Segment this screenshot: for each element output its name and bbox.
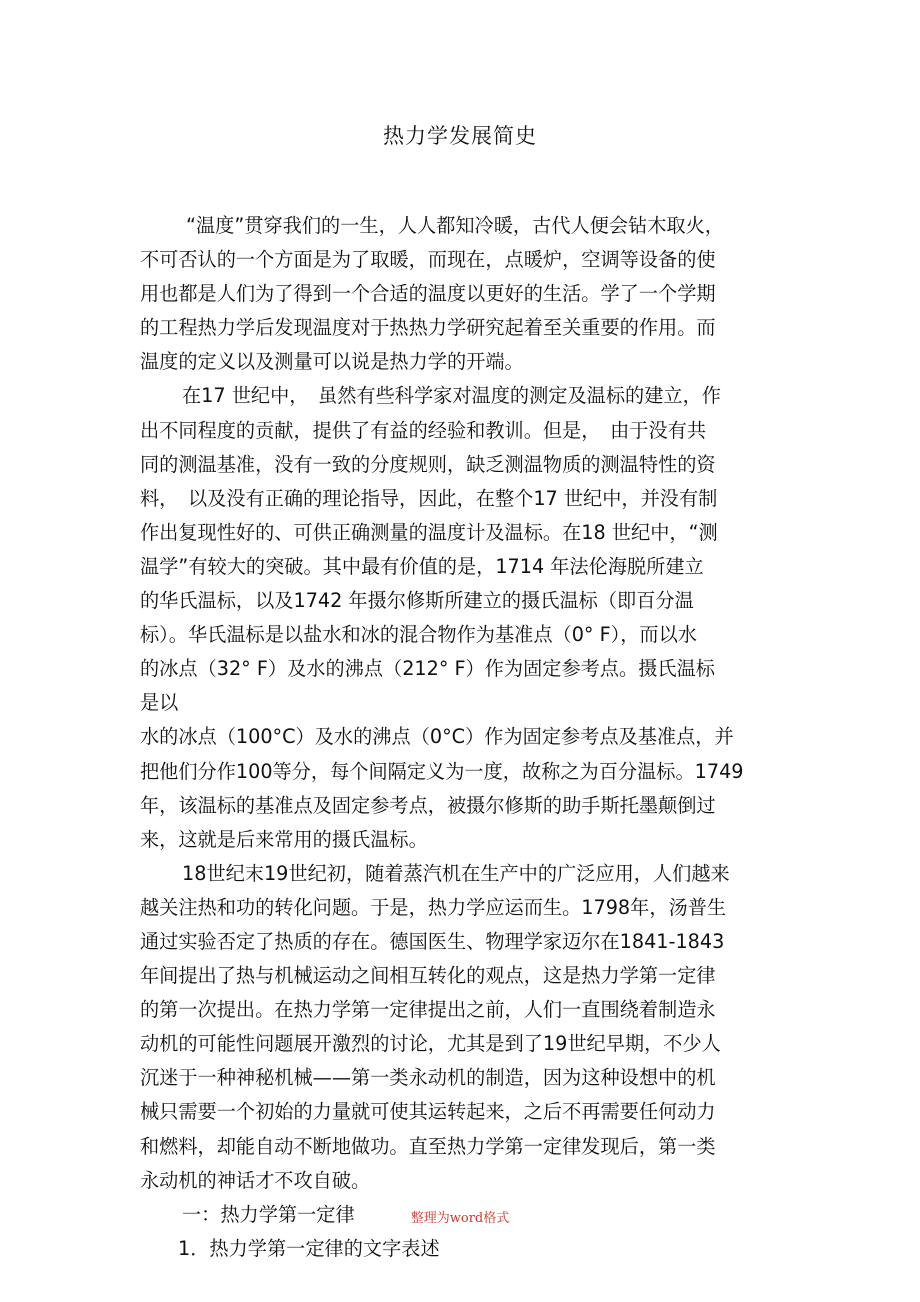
text-line: 的第一次提出。在热力学第一定律提出之前，人们一直围绕着制造永	[140, 998, 716, 1022]
text-line: 用也都是人们为了得到一个合适的温度以更好的生活。学了一个学期	[140, 282, 716, 306]
document-title: 热力学发展简史	[383, 124, 537, 148]
text-line: “温度”贯穿我们的一生，人人都知冷暖，古代人便会钻木取火，	[186, 214, 724, 237]
text-line: 在17 世纪中， 虽然有些科学家对温度的测定及温标的建立，作	[182, 384, 721, 408]
document-body	[140, 209, 790, 1266]
section-heading: 一：热力学第一定律	[182, 1202, 355, 1226]
text-line: 是以	[140, 691, 179, 715]
text-line: 年间提出了热与机械运动之间相互转化的观点，这是热力学第一定律	[140, 964, 716, 988]
text-line: 标）。华氏温标是以盐水和冰的混合物作为基准点（0° F），而以水	[140, 623, 697, 647]
text-line: 的工程热力学后发现温度对于热热力学研究起着至关重要的作用。而	[140, 316, 716, 340]
text-line: 料， 以及没有正确的理论指导，因此，在整个17 世纪中，并没有制	[140, 486, 718, 510]
text-line: 水的冰点（100°C）及水的沸点（0°C）作为固定参考点及基准点，并	[140, 725, 734, 749]
footer-note: 整理为word格式	[410, 1211, 510, 1226]
text-line: 来，这就是后来常用的摄氏温标。	[140, 827, 428, 851]
text-line: 械只需要一个初始的力量就可使其运转起来，之后不再需要任何动力	[140, 1100, 716, 1124]
text-line: 沉迷于一种神秘机械——第一类永动机的制造，因为这种设想中的机	[140, 1066, 716, 1090]
text-line: 的华氏温标，以及1742 年摄尔修斯所建立的摄氏温标（即百分温	[140, 589, 694, 613]
text-line: 把他们分作100等分，每个间隔定义为一度，故称之为百分温标。1749	[140, 759, 744, 783]
text-line: 和燃料，却能自动不断地做功。直至热力学第一定律发现后，第一类	[140, 1134, 716, 1158]
text-line: 永动机的神话才不攻自破。	[140, 1168, 371, 1192]
text-line: 年，该温标的基准点及固定参考点，被摄尔修斯的助手斯托墨颠倒过	[140, 793, 716, 817]
text-line: 温度的定义以及测量可以说是热力学的开端。	[140, 350, 524, 374]
text-line: 同的测温基准，没有一致的分度规则，缺乏测温物质的测温特性的资	[140, 452, 716, 476]
text-line: 18世纪末19世纪初，随着蒸汽机在生产中的广泛应用，人们越来	[182, 861, 730, 885]
text-line: 不可否认的一个方面是为了取暖，而现在，点暖炉，空调等设备的使	[140, 248, 716, 272]
text-line: 的冰点（32° F）及水的沸点（212° F）作为固定参考点。摄氏温标	[140, 657, 715, 681]
text-line: 通过实验否定了热质的存在。德国医生、物理学家迈尔在1841-1843	[140, 929, 725, 953]
text-line: 动机的可能性问题展开激烈的讨论，尤其是到了19世纪早期，不少人	[140, 1032, 721, 1056]
text-line: 作出复现性好的、可供正确测量的温度计及温标。在18 世纪中，“测	[140, 520, 718, 544]
text-line: 出不同程度的贡献，提供了有益的经验和教训。但是， 由于没有共	[140, 418, 707, 442]
subsection-heading: 1．热力学第一定律的文字表述	[178, 1236, 440, 1260]
text-line: 越关注热和功的转化问题。于是，热力学应运而生。1798年，汤普生	[140, 895, 727, 919]
text-line: 温学”有较大的突破。其中最有价值的是，1714 年法伦海脱所建立	[140, 554, 704, 578]
